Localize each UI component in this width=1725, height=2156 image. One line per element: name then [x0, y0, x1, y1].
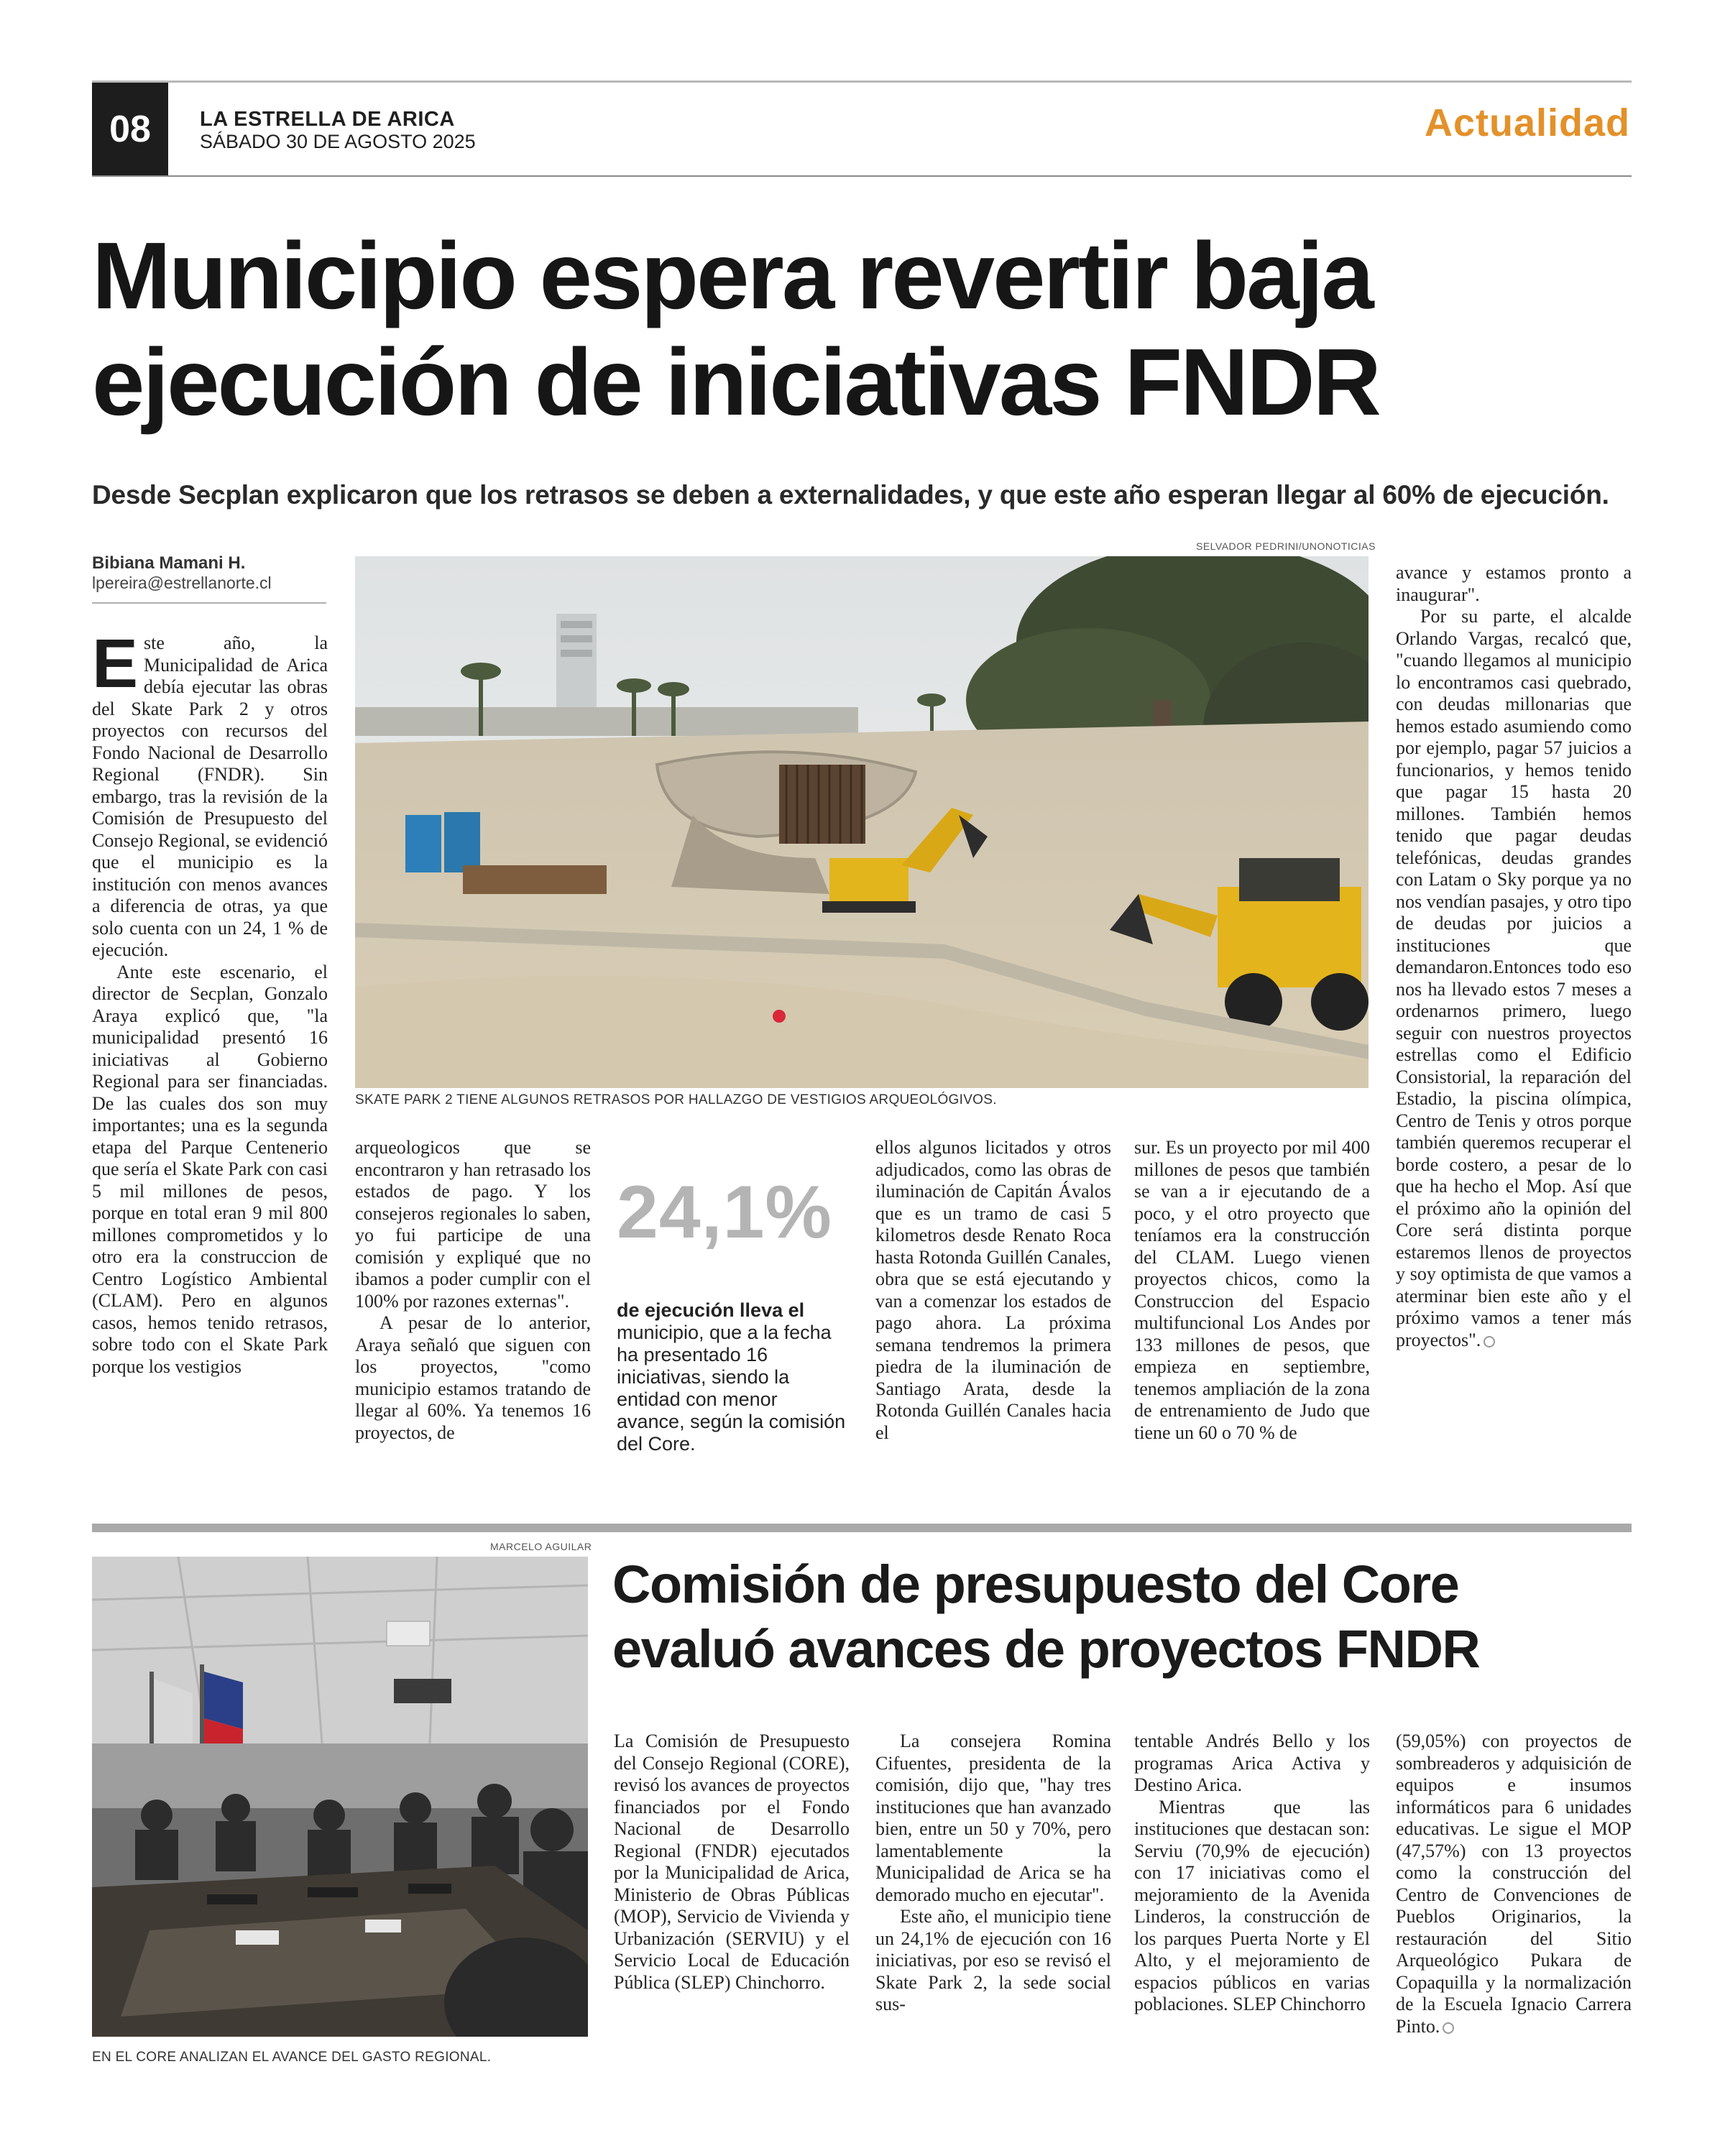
- article2-column-4: [1396, 1731, 1632, 2037]
- top-rule: [92, 80, 1632, 83]
- pull-quote-number: 24,1%: [617, 1171, 832, 1254]
- newspaper-name: LA ESTRELLA DE ARICA: [200, 108, 455, 131]
- photo-caption-2: EN EL CORE ANALIZAN EL AVANCE DEL GASTO REGIONAL.: [92, 2050, 492, 2065]
- paragraph-text: (59,05%) con proyectos de sombreaderos y adquisición de equipos e insumos informáticos para 6 unidades educativas. Le sigue el MOP (47,57%) con 13 proyectos como la construcción del Centro de Convenciones de Pueblos Originarios, la restauración del Sitio Arqueológico Pukara de Copaquilla y la normalización de la Escuela Ignacio Carrera Pinto.: [1396, 1731, 1632, 2037]
- paragraph: Mientras que las instituciones que destacan son: Serviu (70,9% de ejecución) con 17 iniciativas como el mejoramiento de la Avenida Linderos, la construcción de los parques Puerta Norte y El Alto, y el mejoramiento de espacios públicos en varias poblaciones. SLEP Chinchorro: [1134, 1796, 1370, 2014]
- drop-cap: E: [92, 625, 139, 702]
- end-of-article-icon: [1443, 2022, 1454, 2034]
- page-number: 08: [92, 83, 168, 176]
- paragraph: La Comisión de Presupuesto del Consejo Regional (CORE), revisó los avances de proyectos financiados por el Fondo Nacional de Desarrollo Regional (FNDR) ejecutados por la Municipalidad de Arica, Ministerio de Obras Públicas (MOP), Servicio de Vivienda y Urbanización (SERVIU) y el Servicio Local de Educación Pública (SLEP) Chinchorro.: [614, 1731, 850, 1993]
- header-rule: [92, 175, 1632, 177]
- pull-quote-lead: de ejecución lleva el: [617, 1299, 805, 1321]
- main-headline-line2: ejecución de iniciativas FNDR: [92, 329, 1379, 435]
- article2-column-3: [1134, 1731, 1370, 2016]
- pull-quote: [617, 1299, 847, 1455]
- article1-column-2: [355, 1137, 591, 1444]
- article1-column-5: [1134, 1137, 1370, 1444]
- paragraph: tentable Andrés Bello y los programas Arica Activa y Destino Arica.: [1134, 1731, 1370, 1795]
- secondary-headline-line2: evaluó avances de proyectos FNDR: [612, 1619, 1480, 1679]
- article2-column-1: [614, 1731, 850, 1994]
- paragraph: [1396, 1731, 1632, 2037]
- paragraph: [1396, 606, 1632, 1351]
- article1-column-1: [92, 625, 328, 1378]
- author-email: lpereira@estrellanorte.cl: [92, 573, 272, 592]
- article1-column-6: [1396, 562, 1632, 1351]
- article-deck: Desde Secplan explicaron que los retrasos se deben a externalidades, y que este año esperan llegar al 60% de ejecución.: [92, 480, 1609, 510]
- main-headline: [92, 223, 1644, 436]
- issue-date: SÁBADO 30 DE AGOSTO 2025: [200, 131, 476, 152]
- secondary-headline: [612, 1552, 1640, 1682]
- main-headline-line1: Municipio espera revertir baja: [92, 223, 1372, 328]
- article1-column-4: [875, 1137, 1111, 1444]
- end-of-article-icon: [1484, 1336, 1495, 1348]
- paragraph: arqueologicos que se encontraron y han retrasado los estados de pago. Y los consejeros regionales lo saben, yo fui participe de una comisión y expliqué que no ibamos a poder cumplir con el 100% por razones externas".: [355, 1137, 591, 1312]
- author-byline: Bibiana Mamani H.: [92, 553, 246, 573]
- meeting-room-illustration: [92, 1557, 588, 2037]
- byline-rule: [92, 602, 326, 604]
- article2-column-2: [875, 1731, 1111, 2016]
- article-separator: [92, 1524, 1632, 1532]
- paragraph: Ante este escenario, el director de Secplan, Gonzalo Araya explicó que, "la municipalidad presentó 16 iniciativas al Gobierno Regional para ser financiadas. De las cuales dos son muy importantes; una es la segunda etapa del Parque Centenerio que sería el Skate Park con casi 5 mil millones de pesos, porque en total eran 9 mil 800 millones comprometidos y lo otro era la construccion de Centro Logístico Ambiental (CLAM). Pero en algunos casos, hemos tenido retrasos, sobre todo con el Skate Park porque los vestigios: [92, 961, 328, 1377]
- photo-credit: SELVADOR PEDRINI/UNONOTICIAS: [1196, 540, 1376, 552]
- paragraph: A pesar de lo anterior, Araya señaló que siguen con los proyectos, "como municipio estamos tratando de llegar al 60%. Ya tenemos 16 proyectos, de: [355, 1312, 591, 1443]
- paragraph: La consejera Romina Cifuentes, presidenta de la comisión, dijo que, "hay tres instituciones que han avanzado bien, entre un 50 y 70%, pero lamentablemente la Municipalidad de Arica se ha demorado mucho en ejecutar".: [875, 1731, 1111, 1905]
- photo-caption: SKATE PARK 2 TIENE ALGUNOS RETRASOS POR HALLAZGO DE VESTIGIOS ARQUEOLÓGIVOS.: [355, 1092, 997, 1107]
- core-meeting-photo: [92, 1557, 588, 2037]
- secondary-headline-line1: Comisión de presupuesto del Core: [612, 1554, 1459, 1614]
- paragraph-text: Por su parte, el alcalde Orlando Vargas, recalcó que, "cuando llegamos al municipio lo encontramos casi quebrado, con deudas millonarias que hemos estado asumiendo como por ejemplo, pagar 57 juicios a funcionarios, y hemos tenido que pagar 15 hasta 20 millones. También hemos tenido que pagar deudas telefónicas, deudas grandes con Latam o Sky porque ya no nos vendían pasajes, y otro tipo de deudas por juicios a instituciones que demandaron.Entonces todo eso nos ha llevado estos 7 meses a ordenarnos primero, luego seguir con nuestros proyectos estrellas como el Edificio Consistorial, la reparación del Estadio, la piscina olímpica, Centro de Tenis y otros porque también queremos recuperar el borde costero, a pesar de lo que ha hecho el Mop. Así que el próximo año la opinión del Core será distinta porque estaremos llenos de proyectos y soy optimista de que vamos a aterminar bien este año y el próximo vamos a tener más proyectos".: [1396, 606, 1632, 1350]
- photo-credit-2: MARCELO AGUILAR: [490, 1541, 592, 1552]
- skate-park-photo: [355, 556, 1368, 1088]
- section-label: Actualidad: [1424, 101, 1630, 144]
- paragraph: sur. Es un proyecto por mil 400 millones de pesos que también se van a ir ejecutando de a poco, y el otro proyecto que teníamos era la construcción del CLAM. Luego vienen proyectos chicos, como la Construccion del Espacio multifuncional Los Andes por 133 millones de pesos, que empieza en septiembre, tenemos ampliación de la zona de entrenamiento de Judo que tiene un 60 o 70 % de: [1134, 1137, 1370, 1443]
- pull-quote-text: municipio, que a la fecha ha presentado 16 iniciativas, siendo la entidad con menor avance, según la comisión del Core.: [617, 1322, 846, 1455]
- paragraph: [92, 625, 328, 962]
- paragraph: avance y estamos pronto a inaugurar".: [1396, 562, 1632, 605]
- paragraph: ellos algunos licitados y otros adjudicados, como las obras de iluminación de Capitán Ávalos que es un tramo de casi 5 kilometros desde Renato Roca hasta Rotonda Guillén Canales, obra que se está ejecutando y van a comenzar los estados de pago ahora. La próxima semana tendremos la primera piedra de la iluminación de Santiago Arata, desde la Rotonda Guillén Canales hacia el: [875, 1137, 1111, 1443]
- paragraph-text: ste año, la Municipalidad de Arica debía ejecutar las obras del Skate Park 2 y otros proyectos con recursos del Fondo Nacional de Desarrollo Regional (FNDR). Sin embargo, tras la revisión de la Comisión de Presupuesto del Consejo Regional, se evidenció que el municipio es la institución con menos avances a diferencia de otras, ya que solo cuenta con un 24, 1 % de ejecución.: [92, 632, 328, 960]
- paragraph: Este año, el municipio tiene un 24,1% de ejecución con 16 iniciativas, por eso se revisó el Skate Park 2, la sede social sus-: [875, 1906, 1111, 2014]
- skate-park-illustration: [355, 556, 1368, 1088]
